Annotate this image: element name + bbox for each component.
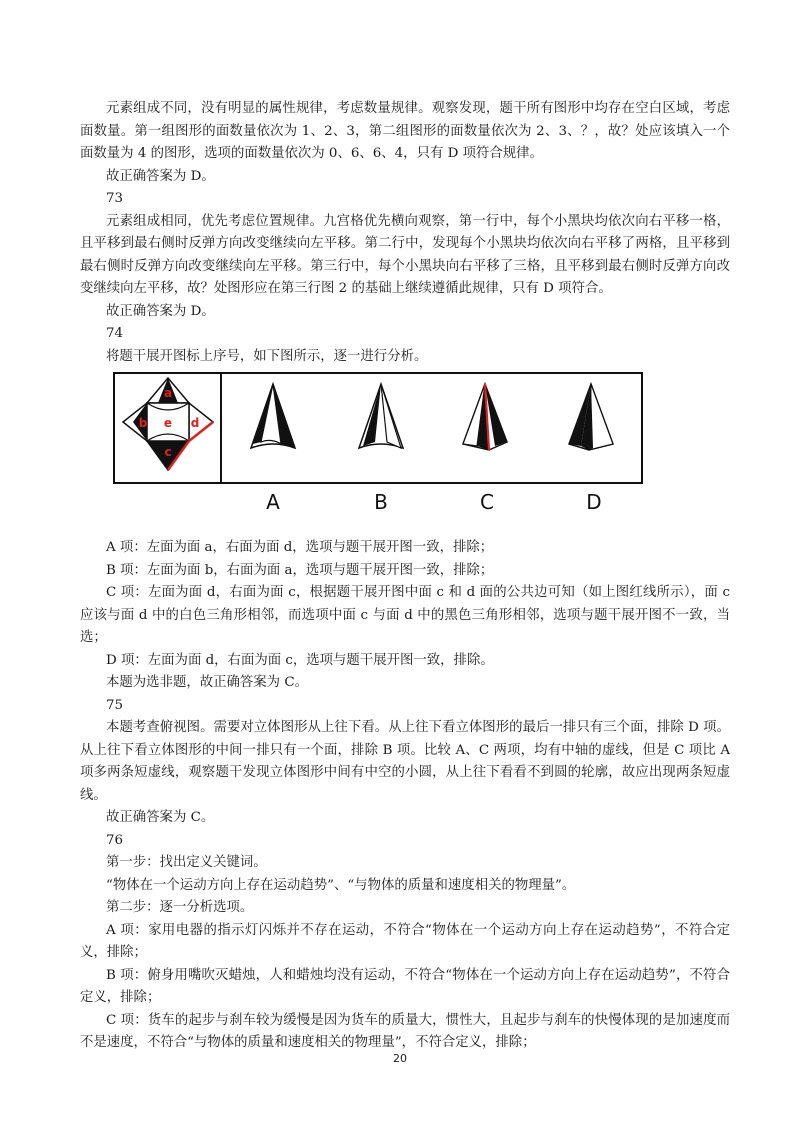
option-label-b: B (374, 490, 388, 514)
net-diagram (123, 378, 213, 470)
paragraph: 本题考查俯视图。需要对立体图形从上往下看。从上往下看立体图形的最后一排只有三个面，排除 D 项。从上往下看立体图形的中间一排只有一个面，排除 B 项。比较 A、C 两项，均有中轴的虚线，但是 C 项比 A 项多两条短虚线，观察题干发现立体图形中间有中空的小圆，从上往下看看不到圆的轮廓，故应出现两条短虚线。 (80, 720, 730, 803)
paragraph: 元素组成相同，优先考虑位置规律。九宫格优先横向观察，第一行中，每个小黑块均依次向右平移一格，且平移到最右侧时反弹方向改变继续向左平移。第二行中，发现每个小黑块均依次向右平移了两格，且平移到最右侧时反弹方向改变继续向左平移。第三行中，每个小黑块向右平移了三格，且平移到最右侧时反弹方向改变继续向左平移，故？处图形应在第三行图 2 的基础上继续遵循此规律，只有 D 项符合。 (80, 213, 730, 296)
net-label-c: c (164, 445, 172, 459)
paragraph: 本题为选非题，故正确答案为 C。 (106, 675, 308, 690)
paragraph: “物体在一个运动方向上存在运动趋势”、“与物体的质量和速度相关的物理量”。 (106, 877, 576, 893)
text-block-bottom (80, 537, 730, 1055)
paragraph: 将题干展开图标上序号，如下图所示，逐一进行分析。 (106, 348, 428, 364)
paragraph: D 项：左面为面 d，右面为面 c，选项与题干展开图一致，排除。 (106, 652, 494, 668)
paragraph: B 项：俯身用嘴吹灭蜡烛，人和蜡烛均没有运动，不符合“物体在一个运动方向上存在运动趋势”，不符合定义，排除； (80, 967, 730, 1005)
paragraph: C 项：左面为面 d，右面为面 c，根据题干展开图中面 c 和 d 面的公共边可知（如上图红线所示），面 c 应该与面 d 中的白色三角形相邻，而选项中面 c 与面 d 中的黑色三角形相邻，选项与题干展开图不一致，当选； (80, 585, 730, 645)
paragraph: 故正确答案为 D。 (106, 303, 215, 319)
paragraph: 第一步：找出定义关键词。 (106, 855, 267, 870)
text-block-top (80, 98, 730, 368)
net-label-d: d (190, 416, 200, 430)
option-label-a: A (266, 490, 280, 514)
paragraph: 故正确答案为 D。 (106, 168, 215, 184)
net-label-a: a (163, 386, 173, 400)
net-label-e: e (163, 416, 173, 430)
question-number: 76 (106, 832, 124, 848)
option-label-c: C (480, 490, 494, 514)
option-c-pyramid (463, 384, 507, 450)
page-number: 20 (393, 1052, 407, 1065)
paragraph: 元素组成不同，没有明显的属性规律，考虑数量规律。观察发现，题干所有图形中均存在空白区域，考虑面数量。第一组图形的面数量依次为 1、2、3，第二组图形的面数量依次为 2、3、？，故？处应该填入一个面数量为 4 的图形，选项的面数量依次为 0、6、6、4，只有 D 项符合规律。 (80, 101, 730, 161)
paragraph: A 项：左面为面 a，右面为面 d，选项与题干展开图一致，排除； (106, 540, 494, 555)
paragraph: B 项：左面为面 b，右面为面 a，选项与题干展开图一致，排除； (106, 562, 494, 578)
question-number: 75 (106, 697, 124, 713)
paragraph: C 项：货车的起步与刹车较为缓慢是因为货车的质量大，惯性大，且起步与刹车的快慢体现的是加速度而不是速度，不符合“与物体的质量和速度相关的物理量”，不符合定义，排除； (80, 1012, 730, 1050)
paragraph: 第二步：逐一分析选项。 (106, 900, 254, 915)
paragraph: 故正确答案为 C。 (106, 810, 215, 825)
net-label-b: b (138, 416, 148, 430)
option-a-pyramid (251, 384, 295, 448)
paragraph: A 项：家用电器的指示灯闪烁并不存在运动，不符合“物体在一个运动方向上存在运动趋势”，不符合定义，排除； (80, 922, 730, 960)
question-number: 73 (106, 191, 124, 206)
option-label-d: D (586, 490, 602, 514)
option-b-pyramid (359, 384, 403, 448)
question-number: 74 (106, 326, 124, 341)
option-d-pyramid (569, 384, 613, 450)
